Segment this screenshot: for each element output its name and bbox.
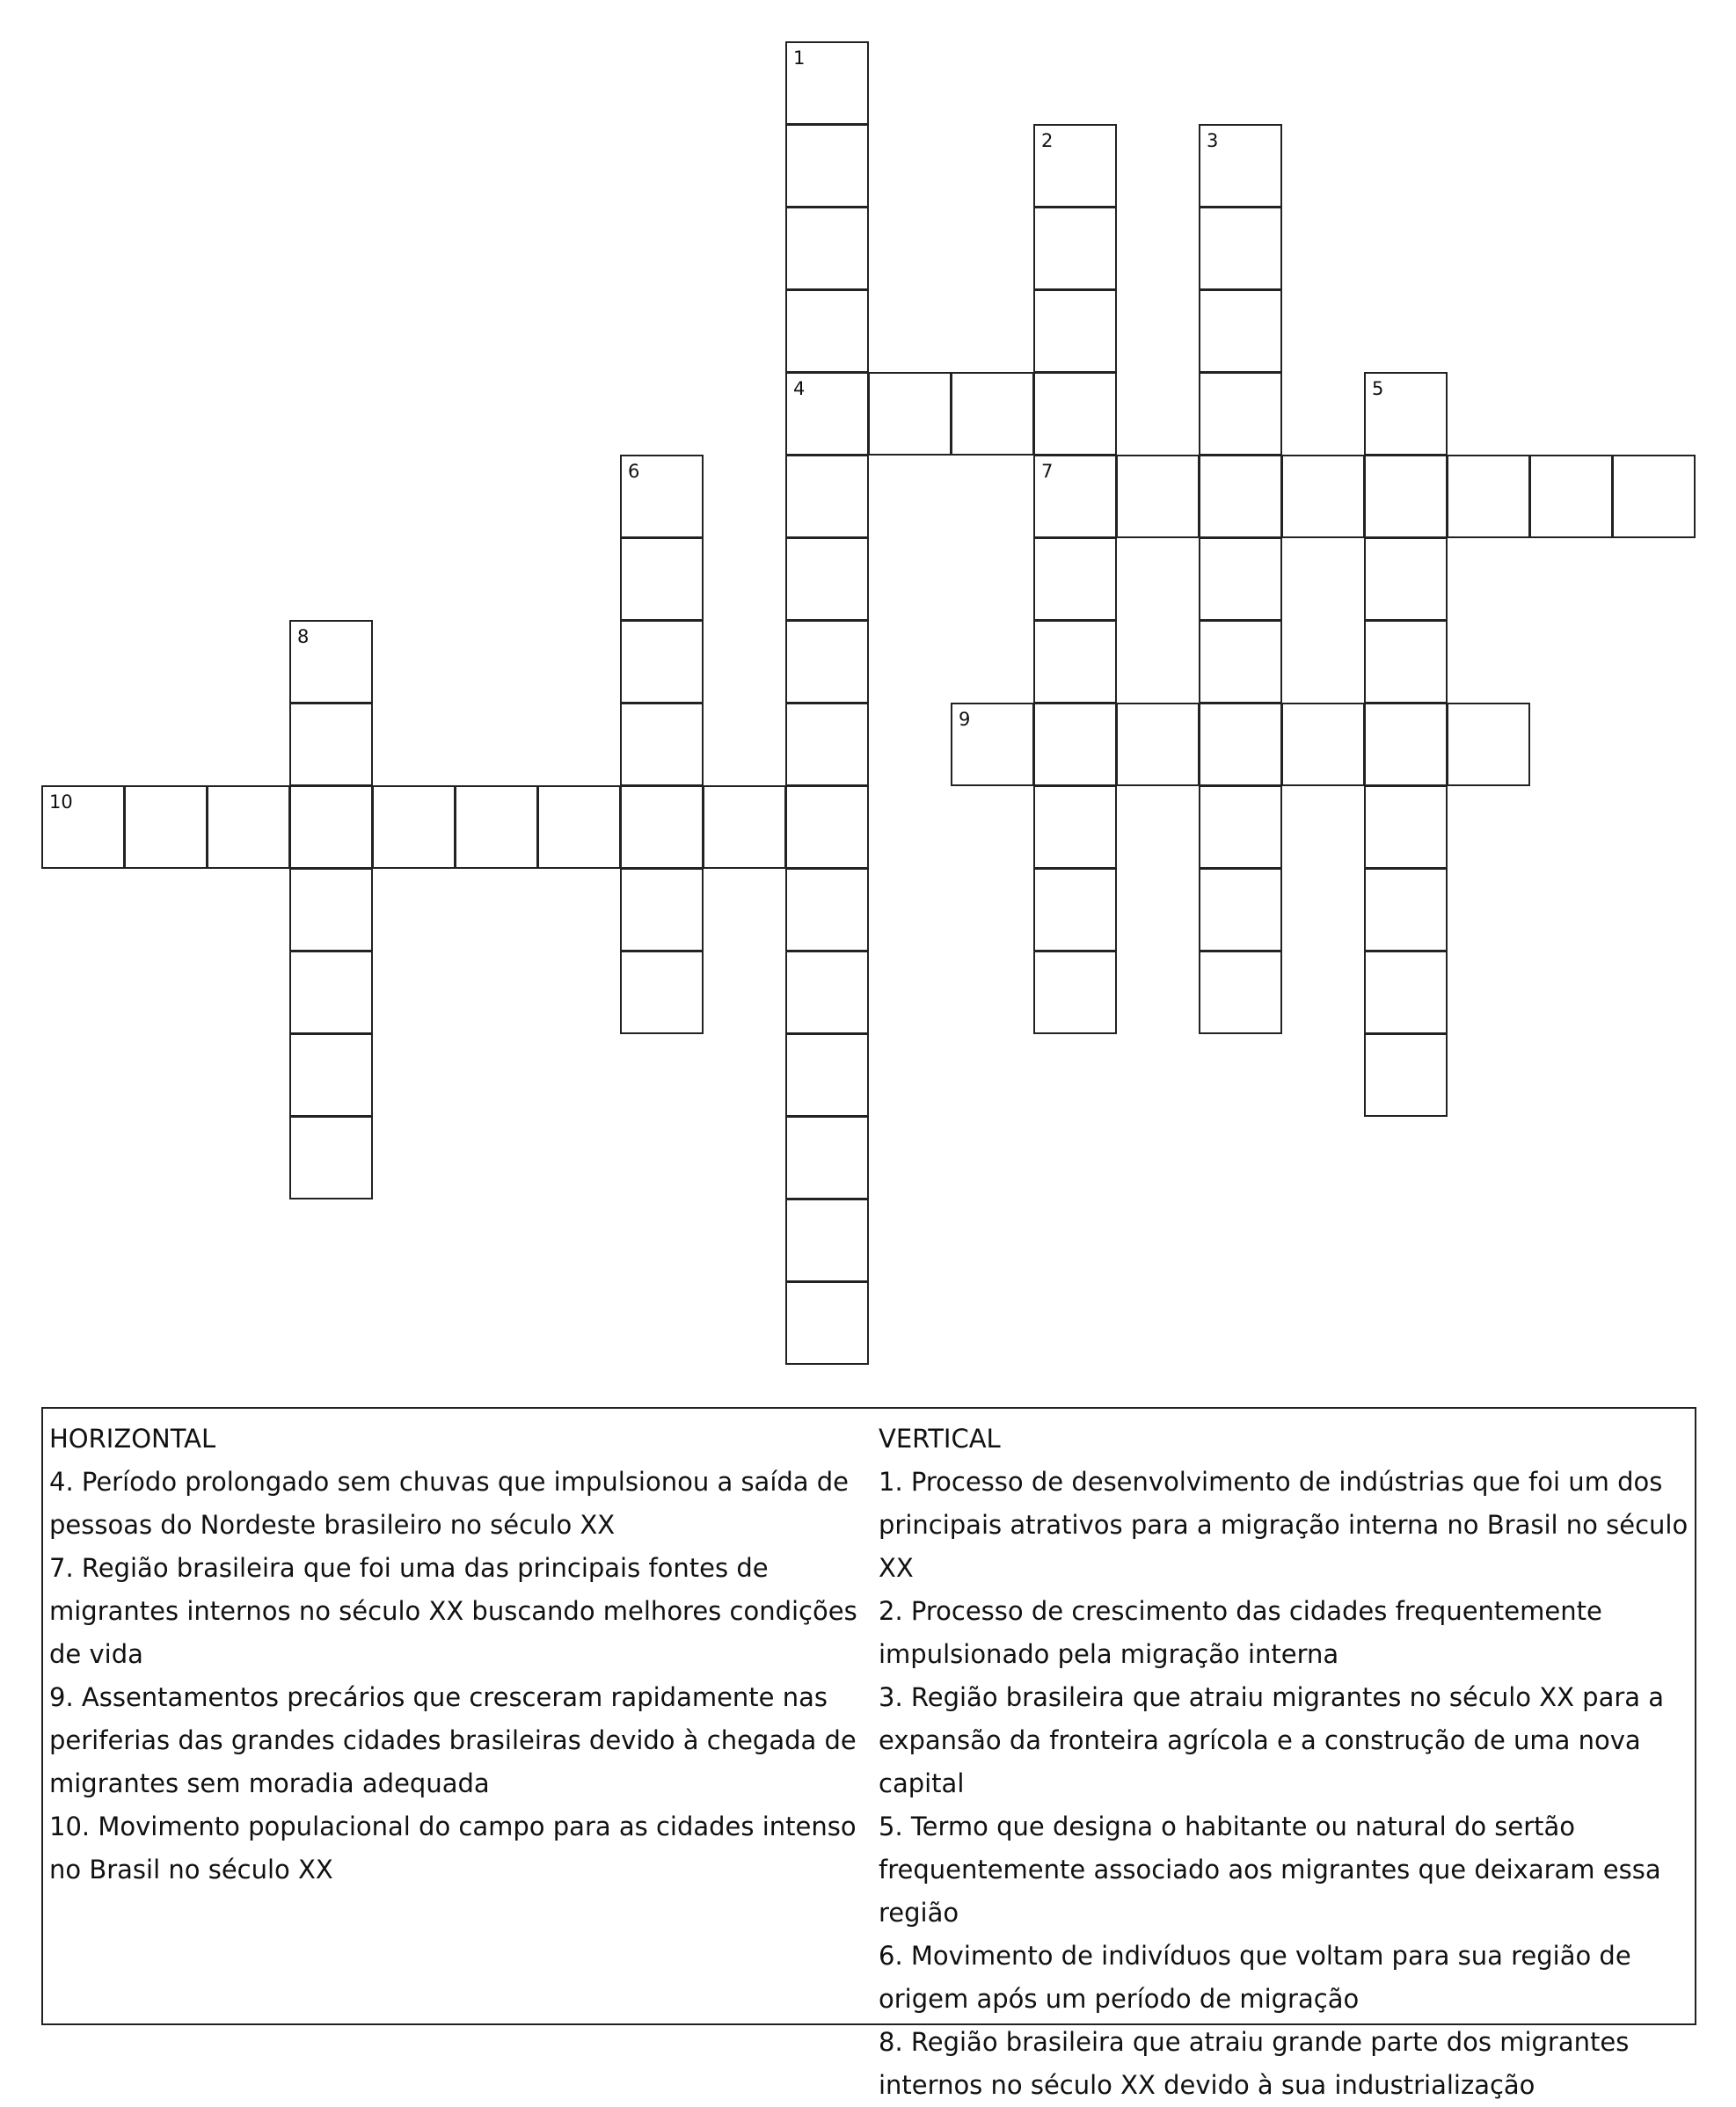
grid-cell[interactable]: [620, 537, 704, 621]
grid-cell[interactable]: [207, 785, 290, 869]
grid-cell[interactable]: [1612, 455, 1696, 538]
clue-number: 4: [793, 378, 806, 399]
grid-cell[interactable]: [1199, 455, 1282, 538]
grid-cell[interactable]: [785, 372, 869, 456]
grid-cell[interactable]: [1364, 951, 1448, 1034]
grid-cell[interactable]: [289, 1116, 373, 1199]
grid-cell[interactable]: [1033, 703, 1117, 786]
grid-cell[interactable]: [785, 620, 869, 704]
grid-cell[interactable]: [1199, 289, 1282, 373]
vertical-heading: VERTICAL: [879, 1424, 1001, 1454]
grid-cell[interactable]: [289, 868, 373, 951]
grid-cell[interactable]: [785, 1116, 869, 1199]
grid-cell[interactable]: [1281, 455, 1365, 538]
grid-cell[interactable]: [1199, 868, 1282, 951]
grid-cell[interactable]: [785, 537, 869, 621]
grid-cell[interactable]: [1199, 124, 1282, 208]
grid-cell[interactable]: [289, 951, 373, 1034]
grid-cell[interactable]: [1364, 620, 1448, 704]
horizontal-clues-column: [49, 1418, 867, 1892]
clue-number: 1: [793, 47, 806, 69]
grid-cell[interactable]: [785, 41, 869, 125]
clue-horizontal-7: 7. Região brasileira que foi uma das principais fontes de migrantes internos no século XX buscando melhores condições de vida: [49, 1553, 857, 1669]
grid-cell[interactable]: [620, 951, 704, 1034]
grid-cell[interactable]: [1364, 703, 1448, 786]
grid-cell[interactable]: [1199, 537, 1282, 621]
grid-cell[interactable]: [1364, 455, 1448, 538]
grid-cell[interactable]: [785, 785, 869, 869]
grid-cell[interactable]: [620, 703, 704, 786]
grid-cell[interactable]: [537, 785, 621, 869]
grid-cell[interactable]: [785, 289, 869, 373]
clue-number: 2: [1041, 130, 1054, 151]
horizontal-heading: HORIZONTAL: [49, 1424, 216, 1454]
clue-number: 6: [628, 461, 640, 482]
grid-cell[interactable]: [372, 785, 456, 869]
grid-cell[interactable]: [785, 703, 869, 786]
grid-cell[interactable]: [1199, 372, 1282, 456]
grid-cell[interactable]: [289, 703, 373, 786]
grid-cell[interactable]: [1529, 455, 1613, 538]
grid-cell[interactable]: [785, 951, 869, 1034]
clue-vertical-2: 2. Processo de crescimento das cidades frequentemente impulsionado pela migração interna: [879, 1596, 1602, 1669]
grid-cell[interactable]: [1033, 537, 1117, 621]
clue-horizontal-10: 10. Movimento populacional do campo para as cidades intenso no Brasil no século XX: [49, 1812, 857, 1885]
clue-horizontal-4: 4. Período prolongado sem chuvas que impulsionou a saída de pessoas do Nordeste brasileiro no século XX: [49, 1467, 850, 1540]
grid-cell[interactable]: [620, 785, 704, 869]
grid-cell[interactable]: [868, 372, 952, 456]
grid-cell[interactable]: [289, 1033, 373, 1117]
grid-cell[interactable]: [1033, 207, 1117, 290]
grid-cell[interactable]: [455, 785, 538, 869]
grid-cell[interactable]: [1033, 455, 1117, 538]
clue-vertical-6: 6. Movimento de indivíduos que voltam para sua região de origem após um período de migração: [879, 1941, 1631, 2014]
grid-cell[interactable]: [1364, 1033, 1448, 1117]
clue-number: 9: [959, 709, 971, 730]
grid-cell[interactable]: [620, 620, 704, 704]
grid-cell[interactable]: [1033, 620, 1117, 704]
grid-cell[interactable]: [1033, 951, 1117, 1034]
clue-horizontal-9: 9. Assentamentos precários que cresceram rapidamente nas periferias das grandes cidades brasileiras devido à chegada de migrantes sem moradia adequada: [49, 1682, 857, 1798]
grid-cell[interactable]: [1199, 951, 1282, 1034]
grid-cell[interactable]: [1033, 124, 1117, 208]
grid-cell[interactable]: [1281, 703, 1365, 786]
grid-cell[interactable]: [1199, 785, 1282, 869]
grid-cell[interactable]: [1199, 703, 1282, 786]
clue-vertical-3: 3. Região brasileira que atraiu migrantes no século XX para a expansão da fronteira agrícola e a construção de uma nova capital: [879, 1682, 1665, 1798]
vertical-clues-column: [879, 1418, 1692, 2107]
grid-cell[interactable]: [785, 1281, 869, 1365]
grid-cell[interactable]: [1033, 372, 1117, 456]
grid-cell[interactable]: [1116, 455, 1200, 538]
grid-cell[interactable]: [703, 785, 786, 869]
grid-cell[interactable]: [1364, 785, 1448, 869]
grid-cell[interactable]: [785, 1033, 869, 1117]
clue-number: 7: [1041, 461, 1054, 482]
grid-cell[interactable]: [1116, 703, 1200, 786]
clue-vertical-8: 8. Região brasileira que atraiu grande parte dos migrantes internos no século XX devido à sua industrialização: [879, 2027, 1630, 2100]
clue-vertical-1: 1. Processo de desenvolvimento de indústrias que foi um dos principais atrativos para a migração interna no Brasil no século XX: [879, 1467, 1689, 1583]
grid-cell[interactable]: [41, 785, 125, 869]
grid-cell[interactable]: [785, 1199, 869, 1282]
grid-cell[interactable]: [1199, 207, 1282, 290]
clue-number: 3: [1207, 130, 1219, 151]
grid-cell[interactable]: [1199, 620, 1282, 704]
grid-cell[interactable]: [620, 455, 704, 538]
grid-cell[interactable]: [1364, 537, 1448, 621]
grid-cell[interactable]: [785, 124, 869, 208]
grid-cell[interactable]: [124, 785, 208, 869]
grid-cell[interactable]: [289, 620, 373, 704]
grid-cell[interactable]: [951, 703, 1034, 786]
clues-box: [41, 1407, 1696, 2100]
grid-cell[interactable]: [289, 785, 373, 869]
grid-cell[interactable]: [1033, 289, 1117, 373]
clue-number: 8: [297, 626, 310, 647]
clue-number: 10: [49, 791, 73, 813]
grid-cell[interactable]: [785, 868, 869, 951]
clue-number: 5: [1372, 378, 1384, 399]
grid-cell[interactable]: [1033, 868, 1117, 951]
grid-cell[interactable]: [1447, 455, 1530, 538]
grid-cell[interactable]: [620, 868, 704, 951]
grid-cell[interactable]: [785, 455, 869, 538]
grid-cell[interactable]: [785, 207, 869, 290]
grid-cell[interactable]: [951, 372, 1034, 456]
grid-cell[interactable]: [1364, 868, 1448, 951]
clue-vertical-5: 5. Termo que designa o habitante ou natural do sertão frequentemente associado aos migrantes que deixaram essa região: [879, 1812, 1661, 1928]
grid-cell[interactable]: [1364, 372, 1448, 456]
grid-cell[interactable]: [1033, 785, 1117, 869]
grid-cell[interactable]: [1447, 703, 1530, 786]
